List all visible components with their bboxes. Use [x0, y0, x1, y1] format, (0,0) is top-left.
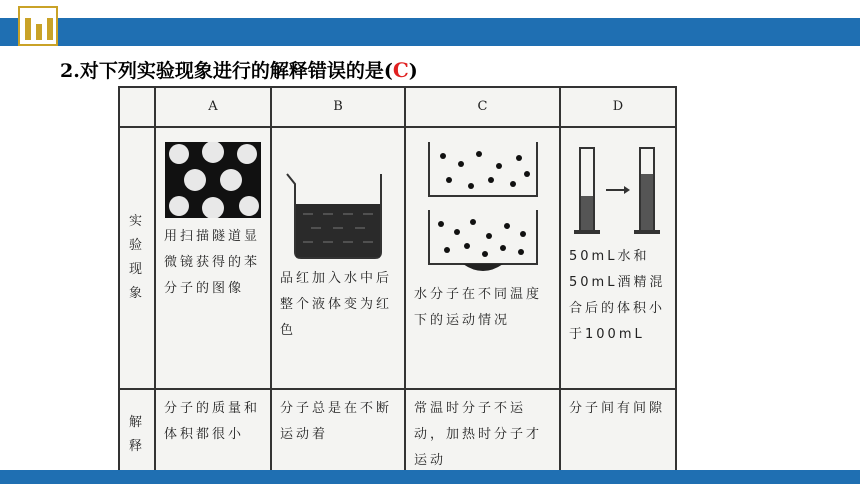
row-label-phenomenon: 实 验 现 象	[119, 127, 155, 389]
corner-cell	[119, 87, 155, 127]
header-a: A	[155, 87, 271, 127]
phenomenon-text-a: 用扫描隧道显微镜获得的苯分子的图像	[164, 229, 261, 296]
benzene-stm-image	[165, 142, 261, 218]
cell-phenomenon-a	[155, 127, 271, 389]
explanation-d: 分子间有间隙	[560, 389, 676, 481]
header-d: D	[560, 87, 676, 127]
row-label-explanation: 解 释	[119, 389, 155, 481]
water-molecules-diagram	[423, 136, 543, 276]
header-bar	[0, 18, 860, 46]
logo-icon	[18, 6, 58, 46]
question-text: 2.对下列实验现象进行的解释错误的是(C)	[60, 58, 418, 82]
header-c: C	[405, 87, 560, 127]
header-row	[119, 87, 676, 127]
phenomenon-row	[119, 127, 676, 389]
phenomenon-text-b: 品红加入水中后整个液体变为红色	[280, 271, 393, 338]
cell-phenomenon-b	[271, 127, 405, 389]
phenomenon-text-c: 水分子在不同温度下的运动情况	[414, 287, 543, 328]
explanation-c: 常温时分子不运动，加热时分子才运动	[405, 389, 560, 481]
experiment-table	[118, 86, 677, 482]
measuring-cylinders-icon	[570, 142, 666, 238]
explanation-b: 分子总是在不断运动着	[271, 389, 405, 481]
header-b: B	[271, 87, 405, 127]
cell-phenomenon-c	[405, 127, 560, 389]
cell-phenomenon-d	[560, 127, 676, 389]
phenomenon-text-d: 50mL水和50mL酒精混合后的体积小于100mL	[569, 249, 666, 342]
explanation-row	[119, 389, 676, 481]
explanation-a: 分子的质量和体积都很小	[155, 389, 271, 481]
beaker-icon	[283, 170, 393, 260]
answer-letter: C	[392, 58, 409, 82]
footer-bar	[0, 470, 860, 484]
